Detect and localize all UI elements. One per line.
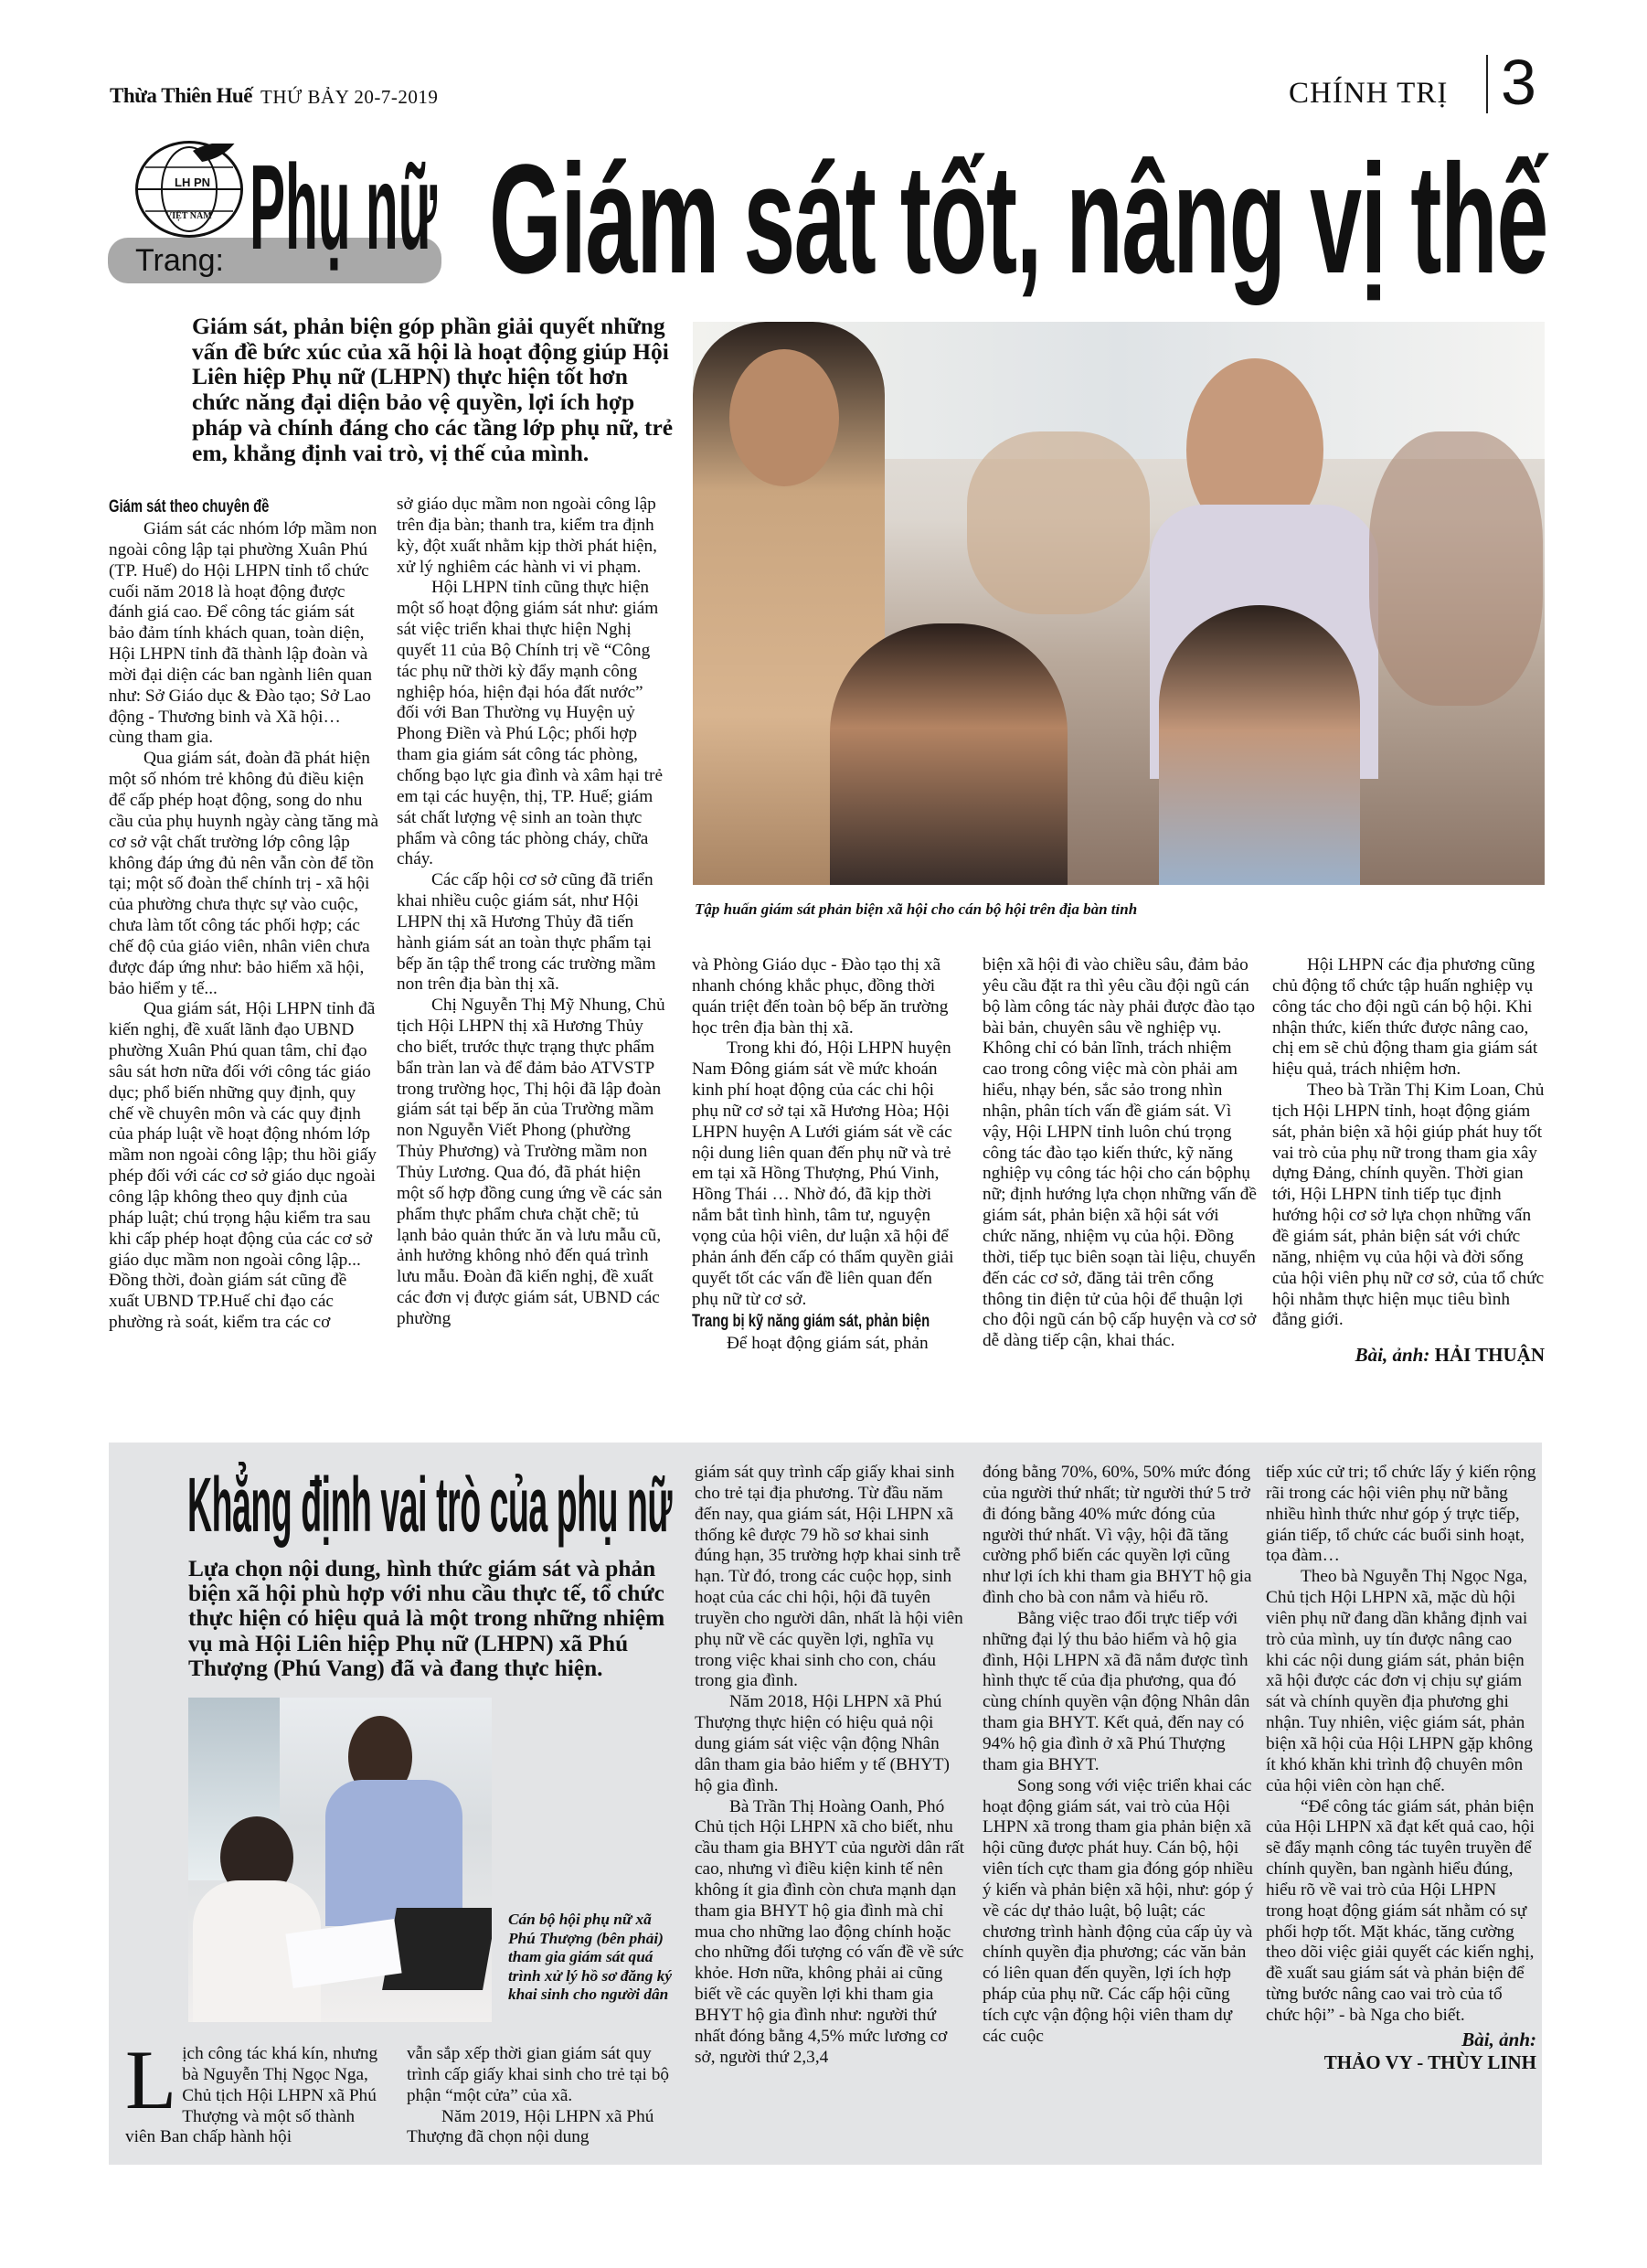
article-lead: Giám sát, phản biện góp phần giải quyết những vấn đề bức xúc của xã hội là hoạt động giúp Hội Liên hiệp Phụ nữ (LHPN) thực hiện tốt hơn chức năng đại diện bảo vệ quyền, lợi ích hợp pháp và chính đáng cho các tầng lớp phụ nữ, trẻ em, khẳng định vai trò, vị thế của mình.: [192, 313, 674, 466]
paragraph: Hội LHPN các địa phương cũng chủ động tổ chức tập huấn nghiệp vụ công tác cho đội ngũ cán bộ hội. Khi nhận thức, kiến thức được nâng cao, chị em sẽ chủ động tham gia giám sát hiệu quả, trách nhiệm hơn.: [1272, 955, 1538, 1080]
article-column: [983, 1463, 1257, 2048]
emblem-text: LH PN: [175, 176, 210, 189]
drop-cap: L: [125, 2033, 177, 2126]
article-column: [125, 2033, 388, 2148]
newspaper-name: Thừa Thiên Huế: [110, 84, 252, 107]
column-text: [1266, 1463, 1536, 2027]
byline-label: Bài, ảnh:: [1355, 1344, 1430, 1367]
subheading: Trang bị kỹ năng giám sát, phản biện: [692, 1312, 930, 1332]
paragraph: ịch công tác khá kín, nhưng bà Nguyễn Thị Ngọc Nga, Chủ tịch Hội LHPN xã Phú Thượng và một số thành viên Ban chấp hành hội: [125, 2044, 378, 2147]
subheading: Giám sát theo chuyên đề: [109, 497, 270, 516]
paragraph: Các cấp hội cơ sở cũng đã triển khai nhiều cuộc giám sát, như Hội LHPN thị xã Hương Thủy đã tiến hành giám sát an toàn thực phẩm tại bếp ăn tập thể trong các trường mầm non trên địa bàn thị xã.: [397, 870, 656, 995]
paragraph: đóng bằng 70%, 60%, 50% mức đóng của người thứ nhất; từ người thứ 5 trở đi đóng bằng 40% mức đóng của người thứ nhất. Vì vậy, hội đã tăng cường phổ biến các quyền lợi cũng như lợi ích khi tham gia BHYT hộ gia đình cho bà con nắm và hiểu rõ.: [983, 1463, 1252, 1608]
paragraph: biện xã hội đi vào chiều sâu, đảm bảo yêu cầu đặt ra thì yêu cầu đội ngũ cán bộ làm công tác này phải được đào tạo bài bản, chuyên sâu về nghiệp vụ. Không chỉ có bản lĩnh, trách nhiệm cao trong công việc mà còn phải am hiểu, nhạy bén, sắc sảo trong nhìn nhận, phân tích vấn đề giám sát. Vì vậy, Hội LHPN tỉnh luôn chú trọng công tác đào tạo kiến thức, kỹ năng nghiệp vụ công tác hội cho cán bộphụ nữ; định hướng lựa chọn những vấn đề giám sát, phản biện xã hội sát với chức năng, nhiệm vụ của hội. Đồng thời, tiếp tục biên soạn tài liệu, chuyển đến các cơ sở, đăng tải trên cổng thông tin điện tử của hội để thuận lợi cho đội ngũ cán bộ cấp huyện và cơ sở dễ dàng tiếp cận, khai thác.: [983, 955, 1257, 1351]
paragraph: Bà Trần Thị Hoàng Oanh, Phó Chủ tịch Hội LHPN xã cho biết, nhu cầu tham gia BHYT của người dân rất cao, nhưng vì điều kiện kinh tế nên không ít gia đình còn chưa mạnh dạn tham gia BHYT hộ gia đình mà chỉ mua cho những lao động chính hoặc cho những đối tượng có vấn đề về sức khỏe. Hơn nữa, không phải ai cũng biết về các quyền lợi khi tham gia BHYT hộ gia đình như: người thứ nhất đóng bằng 4,5% mức lương cơ sở, người thứ 2,3,4: [695, 1796, 964, 2067]
paragraph: Chị Nguyễn Thị Mỹ Nhung, Chủ tịch Hội LHPN thị xã Hương Thủy cho biết, trước thực trạng thực phẩm bẩn tràn lan và để đảm bảo ATVSTP trong trường học, Thị hội đã lập đoàn giám sát tại bếp ăn của Trường mầm non Nguyễn Viết Phong (phường Thủy Phương) và Trường mầm non Thủy Lương. Qua đó, đã phát hiện một số hợp đồng cung ứng về các sản phẩm thực phẩm chưa chặt chẽ; tủ lạnh bảo quản thức ăn và lưu mẫu cũ, ảnh hưởng không nhỏ đến quá trình lưu mẫu. Đoàn đã kiến nghị, đề xuất các đơn vị được giám sát, UBND các phường: [397, 996, 665, 1328]
birth-registration-photo: [188, 1698, 492, 2022]
paragraph: Năm 2018, Hội LHPN xã Phú Thượng thực hiện có hiệu quả nội dung giám sát việc vận động Nhân dân tham gia bảo hiểm y tế (BHYT) hộ gia đình.: [695, 1692, 950, 1795]
paragraph: Để hoạt động giám sát, phản: [727, 1334, 929, 1354]
paragraph: Trong khi đó, Hội LHPN huyện Nam Đông giám sát về mức khoán kinh phí hoạt động của các chi hội phụ nữ cơ sở tại xã Hương Hòa; Hội LHPN huyện A Lưới giám sát về các nội dung liên quan đến phụ nữ và trẻ em tại xã Hồng Thượng, Phú Vinh, Hồng Thái … Nhờ đó, đã kịp thời nắm bắt tình hình, tâm tư, nguyện vọng của hội viên, dư luận xã hội để phản ánh đến cấp có thẩm quyền giải quyết tốt các vấn đề liên quan đến phụ nữ từ cơ sở.: [692, 1038, 954, 1309]
issue-date: THỨ BẢY 20-7-2019: [260, 86, 439, 108]
article-headline: Giám sát tốt, nâng vị thế: [489, 133, 1548, 306]
byline: [1272, 1344, 1545, 1367]
photo-caption: Tập huấn giám sát phản biện xã hội cho cán bộ hội trên địa bàn tỉnh: [695, 900, 1138, 918]
article-column: [397, 495, 669, 1330]
paragraph: giám sát quy trình cấp giấy khai sinh cho trẻ tại địa phương. Từ đầu năm đến nay, qua giám sát, Hội LHPN xã thống kê được 79 hồ sơ khai sinh đúng hạn, 35 trường hợp khai sinh trễ hạn. Từ đó, trong các cuộc họp, sinh hoạt của các chi hội, hội đã tuyên truyền cho người dân, nhất là hội viên phụ nữ về các quyền lợi, nghĩa vụ trong việc khai sinh cho con, cháu trong gia đình.: [695, 1463, 963, 1691]
paragraph: Giám sát các nhóm lớp mầm non ngoài công lập tại phường Xuân Phú (TP. Huế) do Hội LHPN tỉnh tổ chức cuối năm 2018 là hoạt động được đánh giá cao. Để công tác giám sát bảo đảm tính khách quan, toàn diện, Hội LHPN tỉnh đã thành lập đoàn và mời đại diện các ban ngành liên quan như: Sở Giáo dục & Đào tạo; Sở Lao động - Thương binh và Xã hội… cùng tham gia.: [109, 519, 377, 748]
article-column: [407, 2044, 677, 2148]
column-text: [1272, 955, 1545, 1331]
paragraph: Qua giám sát, Hội LHPN tỉnh đã kiến nghị, đề xuất lãnh đạo UBND phường Xuân Phú quan tâm, chỉ đạo sâu sát hơn nữa đối với công tác giáo dục; phổ biến những quy định, quy chế về chuyên môn và các quy định của pháp luật về hoạt động nhóm lớp mầm non ngoài công lập; thu hồi giấy phép đối với các cơ sở giáo dục ngoài công lập không theo quy định của pháp luật; chú trọng hậu kiểm tra sau khi cấp phép hoạt động của các cơ sở giáo dục mầm non ngoài công lập... Đồng thời, đoàn giám sát cũng đề xuất UBND TP.Huế chỉ đạo các phường rà soát, kiểm tra các cơ: [109, 999, 377, 1333]
article-column: [1266, 1463, 1536, 2074]
paragraph: Năm 2019, Hội LHPN xã Phú Thượng đã chọn nội dung: [407, 2106, 654, 2147]
article-column: [1272, 955, 1545, 1367]
article-column: [983, 955, 1257, 1352]
page-number: 3: [1501, 47, 1536, 118]
paragraph: Bằng việc trao đổi trực tiếp với những đại lý thu bảo hiểm và hộ gia đình, Hội LHPN xã đã nắm được tình hình thực tế của địa phương, qua đó cùng chính quyền vận động Nhân dân tham gia BHYT. Kết quả, đến nay có 94% hộ gia đình ở xã Phú Thượng tham gia BHYT.: [983, 1608, 1250, 1774]
article-lead: Lựa chọn nội dung, hình thức giám sát và phản biện xã hội phù hợp với nhu cầu thực tế, tổ chức thực hiện có hiệu quả là một trong những nhiệm vụ mà Hội Liên hiệp Phụ nữ (LHPN) xã Phú Thượng (Phú Vang) đã và đang thực hiện.: [188, 1556, 665, 1681]
paragraph: vẫn sắp xếp thời gian giám sát quy trình cấp giấy khai sinh cho trẻ tại bộ phận “một cửa” của xã.: [407, 2044, 669, 2105]
page-logo: [108, 139, 446, 287]
paragraph: và Phòng Giáo dục - Đào tạo thị xã nhanh chóng khắc phục, đồng thời quán triệt đến toàn bộ bếp ăn trường học trên địa bàn thị xã.: [692, 955, 949, 1038]
page-logo-title: Phụ nữ: [250, 140, 438, 274]
article-column: [109, 495, 379, 1334]
women-union-emblem-icon: [135, 141, 243, 238]
paragraph: sở giáo dục mầm non ngoài công lập trên địa bàn; thanh tra, kiểm tra định kỳ, đột xuất nhằm kịp thời phát hiện, xử lý nghiêm các hành vi vi phạm.: [397, 495, 657, 577]
emblem-subtext: VIỆT NAM: [165, 211, 212, 221]
paragraph: Theo bà Nguyễn Thị Ngọc Nga, Chủ tịch Hội LHPN xã, mặc dù hội viên phụ nữ đang dần khẳng định vai trò của mình, uy tín được nâng cao khi các nội dung giám sát, phản biện xã hội được các đơn vị chịu sự giám sát và chính quyền địa phương ghi nhận. Tuy nhiên, việc giám sát, phản biện xã hội của Hội LHPN gặp không ít khó khăn khi trình độ chuyên môn của hội viên còn hạn chế.: [1266, 1567, 1533, 1795]
article-column: [692, 955, 962, 1355]
paragraph: Hội LHPN tỉnh cũng thực hiện một số hoạt động giám sát như: giám sát việc triển khai thực hiện Nghị quyết 11 của Bộ Chính trị về “Công tác phụ nữ thời kỳ đẩy mạnh công nghiệp hóa, hiện đại hóa đất nước” đối với Ban Thường vụ Huyện uỷ Phong Điền và Phú Lộc; phối hợp tham gia giám sát công tác phòng, chống bạo lực gia đình và xâm hại trẻ em tại các huyện, thị, TP. Huế; giám sát chất lượng vệ sinh an toàn thực phẩm và công tác phòng cháy, chữa cháy.: [397, 578, 664, 869]
byline: [1266, 2028, 1536, 2074]
paragraph: Song song với việc triển khai các hoạt động giám sát, vai trò của Hội LHPN xã trong tham gia phản biện xã hội cũng được phát huy. Cán bộ, hội viên tích cực tham gia đóng góp nhiều ý kiến và phản biện xã hội, như: góp ý về các dự thảo luật, bộ luật; các chương trình hành động của cấp ủy và chính quyền địa phương; các văn bản có liên quan đến quyền, lợi ích hợp pháp của phụ nữ. Các cấp hội cũng tích cực vận động hội viên tham dự các cuộc: [983, 1775, 1254, 2046]
byline-author: THẢO VY - THÙY LINH: [1323, 2050, 1536, 2073]
photo-caption: Cán bộ hội phụ nữ xã Phú Thượng (bên phải) tham gia giám sát quá trình xử lý hồ sơ đăng ký khai sinh cho người dân: [508, 1911, 673, 2004]
paragraph: tiếp xúc cử tri; tổ chức lấy ý kiến rộng rãi trong các hội viên phụ nữ bằng nhiều hình thức như góp ý trực tiếp, gián tiếp, tổ chức các buổi sinh hoạt, tọa đàm…: [1266, 1463, 1536, 1566]
article-column: [695, 1463, 967, 2068]
article-title: Khẳng định vai trò của phụ nữ: [187, 1462, 673, 1548]
header-divider: [1486, 55, 1488, 113]
section-name: CHÍNH TRỊ: [1289, 77, 1449, 110]
byline-author: HẢI THUẬN: [1434, 1344, 1545, 1367]
paragraph: Theo bà Trần Thị Kim Loan, Chủ tịch Hội LHPN tỉnh, hoạt động giám sát, phản biện xã hội giúp phát huy tốt vai trò của phụ nữ trong tham gia xây dựng Đảng, chính quyền. Thời gian tới, Hội LHPN tỉnh tiếp tục định hướng hội cơ sở lựa chọn những vấn đề giám sát, phản biện sát với chức năng, nhiệm vụ của hội và đời sống của hội viên phụ nữ cơ sở, của tổ chức hội nhằm thực hiện mục tiêu bình đẳng giới.: [1272, 1081, 1545, 1330]
byline-label: Bài, ảnh:: [1461, 2028, 1536, 2050]
paragraph: Qua giám sát, đoàn đã phát hiện một số nhóm trẻ không đủ điều kiện để cấp phép hoạt động, song do nhu cầu của phụ huynh ngày càng tăng mà cơ sở vật chất trường lớp công lập không đáp ứng đủ nên vẫn còn để tồn tại; một số đoàn thể chính trị - xã hội của phường chưa thực sự vào cuộc, chưa làm tốt công tác phối hợp; các chế độ của giáo viên, nhân viên chưa được đáp ứng như: bảo hiểm xã hội, bảo hiểm y tế...: [109, 749, 379, 998]
paragraph: “Để công tác giám sát, phản biện của Hội LHPN xã đạt kết quả cao, hội sẽ đẩy mạnh công tác tuyên truyền để chính quyền, ban ngành hiểu đúng, hiểu rõ về vai trò của Hội LHPN trong hoạt động giám sát nhằm có sự phối hợp tốt. Mặt khác, tăng cường theo dõi việc giải quyết các kiến nghị, đề xuất sau giám sát và phản biện để từng bước nâng cao vai trò của tổ chức hội” - bà Nga cho biết.: [1266, 1796, 1535, 2025]
training-session-photo: [693, 322, 1545, 885]
trang-label: Trang:: [135, 243, 225, 278]
